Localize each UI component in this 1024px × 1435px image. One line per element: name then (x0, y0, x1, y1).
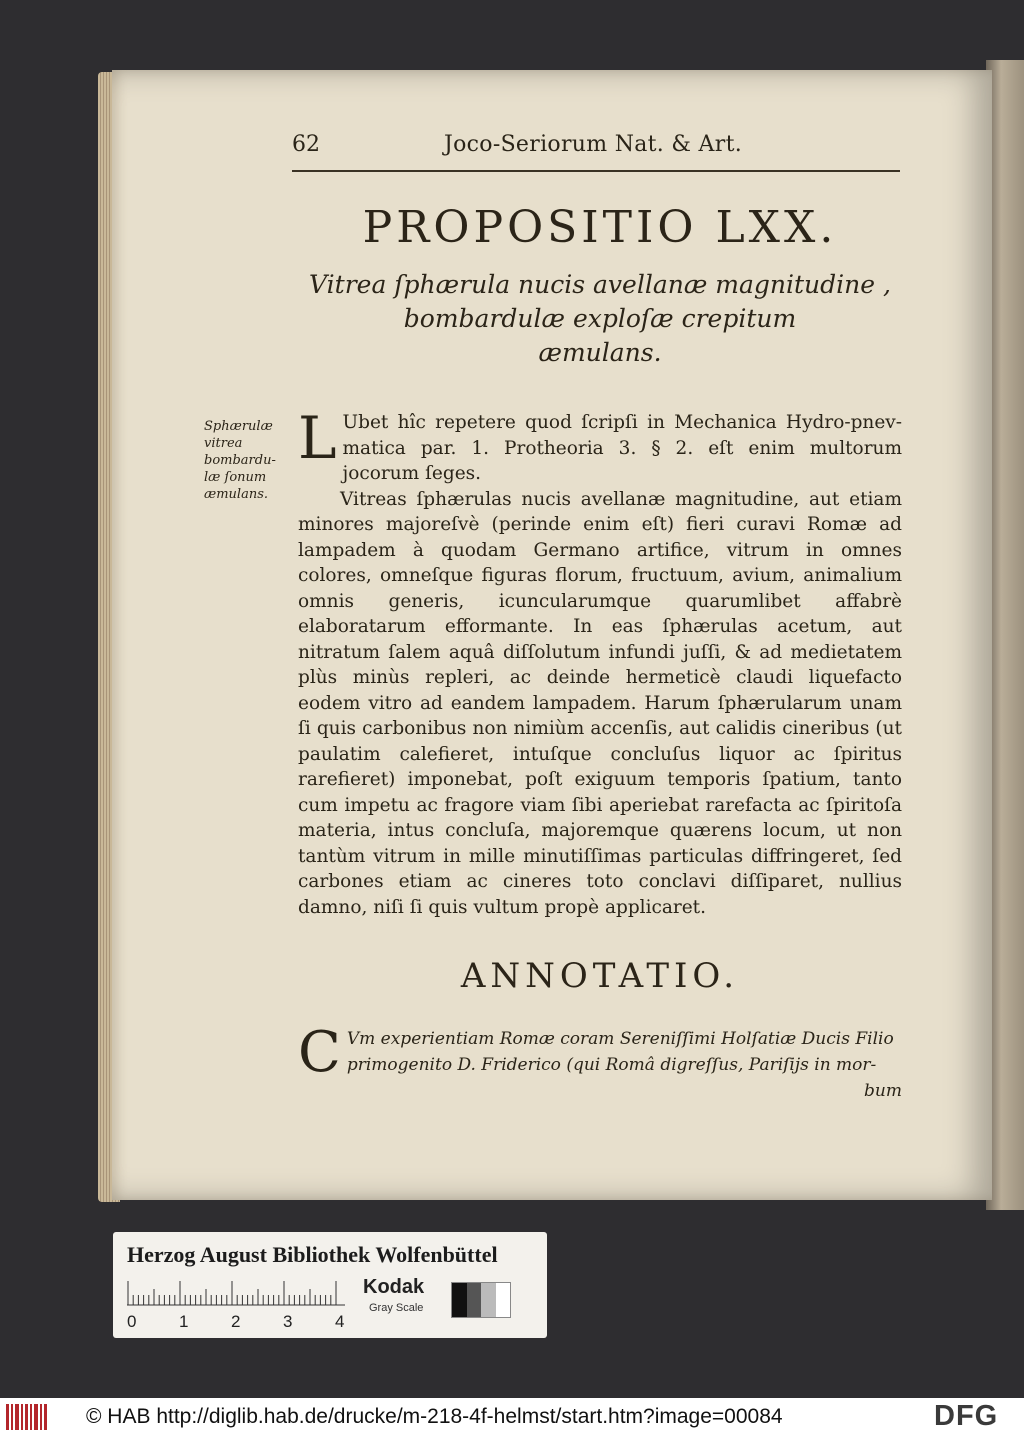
marginal-line: æmulans. (204, 487, 269, 502)
dfg-logo: DFG (934, 1400, 999, 1432)
annotation-text (298, 1020, 902, 1104)
subtitle-line: Vitrea ſphærula nucis avellanæ magnitudine , (309, 270, 891, 299)
swatch-dark (467, 1283, 482, 1317)
copyright-link[interactable]: © HAB http://diglib.hab.de/drucke/m-218-4f-helmst/start.htm?image=00084 (86, 1405, 783, 1428)
barcode-icon (6, 1404, 50, 1430)
proposition-heading: PROPOSITIO LXX. (362, 202, 838, 253)
running-title: Joco-Seriorum Nat. & Art. (444, 132, 743, 157)
gray-swatch (451, 1282, 511, 1318)
marginal-line: læ ſonum (204, 470, 267, 485)
ruler-scale (127, 1280, 345, 1306)
ruler-number: 1 (179, 1312, 189, 1331)
marginal-note (204, 418, 294, 503)
page-number: 62 (292, 132, 320, 157)
kodak-brand: Kodak (363, 1276, 425, 1298)
gray-scale-label: Gray Scale (369, 1302, 424, 1314)
ruler-number: 3 (283, 1312, 293, 1331)
library-label-card (113, 1232, 547, 1338)
annotation-drop-capital: C (298, 1020, 341, 1085)
proposition-subtitle (300, 268, 900, 370)
swatch-light (481, 1283, 496, 1317)
institution-name: Herzog August Bibliothek Wolfenbüttel (127, 1242, 498, 1267)
catchword: bum (864, 1081, 902, 1101)
drop-capital: L (298, 404, 337, 472)
paragraph-1-text: Ubet hîc repetere quod ſcripſi in Mechanica Hydro-pnev-matica par. 1. Protheoria 3. § 2. eſt enim multorum jocorum ſeges. (342, 412, 902, 484)
annotation-heading: ANNOTATIO. (460, 956, 740, 996)
running-head (292, 128, 912, 168)
head-rule (292, 170, 900, 174)
swatch-white (496, 1283, 511, 1317)
footer-bar (0, 1398, 1024, 1435)
marginal-line: Sphærulæ (204, 419, 273, 434)
swatch-black (452, 1283, 467, 1317)
body-text (298, 404, 902, 920)
marginal-line: bombardu- (204, 453, 276, 468)
paragraph-1 (298, 404, 902, 487)
subtitle-line: bombardulæ exploſæ crepitum (403, 304, 797, 333)
marginal-line: vitrea (204, 436, 243, 451)
ruler-number: 4 (335, 1312, 345, 1331)
paragraph-2: Vitreas ſphærulas nucis avellanæ magnitudine, aut etiam minores majoreſvè (perinde enim eſt) fieri curavi Romæ ad lampadem à quodam Germano artifice, vitrum in omnes colores, omneſque figuras florum, fructuum, avium, animalium omnis generis, icuncularumque quarumlibet affabrè elaboratarum efformante. In eas ſphærulas acetum, aut nitratum ſalem aquâ diſſolutum infundi juſſi, & ad medietatem plùs minùs repleri, ac deinde hermeticè claudi liquefacto eodem vitro ad eandem lampadem. Harum ſphærularum unam ſi quis carbonibus non nimiùm accenſis, aut calidis cineribus (ut paulatim calefieret, intuſque concluſus liquor ac ſpiritus rarefieret) imponebat, poſt exiguum temporis ſpatium, tanto cum impetu ac fragore viam ſibi aperiebat rarefacta ac ſpiritoſa materia, intus concluſa, majoremque quærens locum, ut non tantùm vitrum in mille minutiſſimas particulas diffringeret, ſed carbones etiam ac cineres toto conclavi diſſiparet, nullius damno, niſi ſi quis vultum propè applicaret. (298, 488, 902, 918)
ruler-number: 0 (127, 1312, 137, 1331)
annotation-paragraph: Vm experientiam Romæ coram Sereniſſimi Holſatiæ Ducis Filio primogenito D. Friderico (qui Româ digreſſus, Pariſijs in mor- (346, 1029, 894, 1075)
ruler-number: 2 (231, 1312, 241, 1331)
subtitle-line: æmulans. (538, 338, 662, 367)
